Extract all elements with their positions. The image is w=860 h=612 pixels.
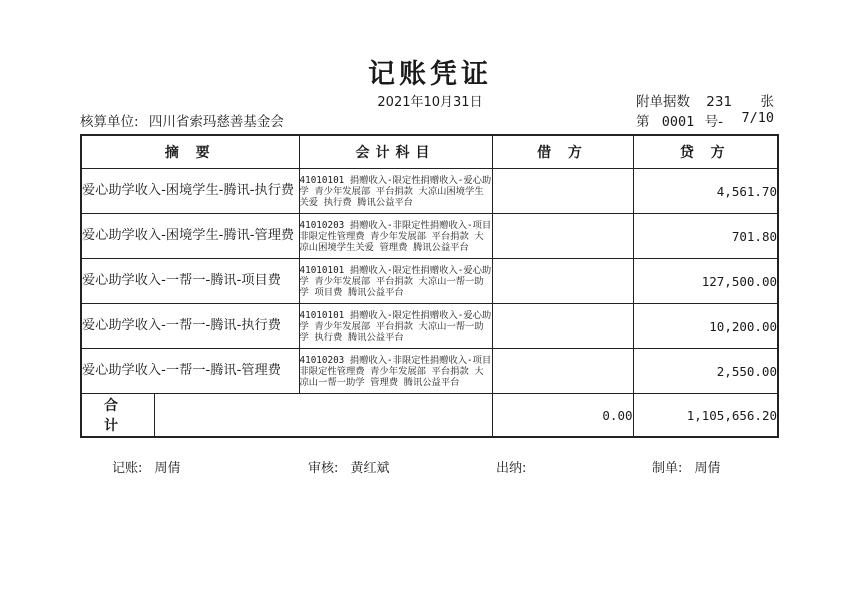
preparer-signature: [652, 457, 721, 476]
total-credit: 1,105,656.20: [633, 394, 778, 438]
row-summary: 爱心助学收入-一帮一-腾讯-执行费: [81, 304, 299, 349]
row-debit: [492, 304, 633, 349]
row-credit: 127,500.00: [633, 259, 778, 304]
attachments-count: 231: [706, 94, 733, 110]
unit-label: 核算单位:: [80, 114, 139, 130]
header-account: 会计科目: [299, 135, 492, 169]
row-credit: 10,200.00: [633, 304, 778, 349]
row-credit: 701.80: [633, 214, 778, 259]
bookkeeper-signature: [112, 457, 181, 476]
row-account: 41010101 捐赠收入-限定性捐赠收入-爱心助学 青少年发展部 平台捐款 大凉山一帮一助学 执行费 腾讯公益平台: [299, 304, 492, 349]
table-row: [81, 214, 778, 259]
voucher-number: [636, 110, 776, 130]
row-summary: 爱心助学收入-困境学生-腾讯-执行费: [81, 169, 299, 214]
unit-value: 四川省索玛慈善基金会: [148, 114, 284, 130]
row-credit: 4,561.70: [633, 169, 778, 214]
attachments-info: [636, 90, 776, 110]
row-account: 41010203 捐赠收入-非限定性捐赠收入-项目非限定性管理费 青少年发展部 平台捐款 大凉山困境学生关爱 管理费 腾讯公益平台: [299, 214, 492, 259]
row-debit: [492, 169, 633, 214]
table-row: [81, 304, 778, 349]
voucher-table: [80, 134, 779, 438]
attachments-unit: 张: [760, 94, 774, 110]
voucher-date: 2021年10月31日: [377, 95, 483, 110]
total-row: [81, 394, 778, 438]
row-account: 41010203 捐赠收入-非限定性捐赠收入-项目非限定性管理费 青少年发展部 平台捐款 大凉山一帮一助学 管理费 腾讯公益平台: [299, 349, 492, 394]
row-account: 41010101 捐赠收入-限定性捐赠收入-爱心助学 青少年发展部 平台捐款 大凉山一帮一助学 项目费 腾讯公益平台: [299, 259, 492, 304]
cashier-label: 出纳:: [496, 461, 527, 476]
preparer-name: 周倩: [694, 461, 721, 476]
row-debit: [492, 214, 633, 259]
preparer-label: 制单:: [652, 461, 683, 476]
cashier-signature: [496, 457, 534, 476]
table-row: [81, 169, 778, 214]
voucher-no: 0001: [661, 114, 695, 130]
total-label: 合 计: [82, 394, 155, 436]
accounting-unit: [80, 110, 284, 130]
row-summary: 爱心助学收入-困境学生-腾讯-管理费: [81, 214, 299, 259]
reviewer-signature: [308, 457, 390, 476]
total-label-cell: [81, 394, 492, 438]
row-debit: [492, 259, 633, 304]
reviewer-label: 审核:: [308, 461, 339, 476]
table-header-row: [81, 135, 778, 169]
header-credit: 贷 方: [633, 135, 778, 169]
header-debit: 借 方: [492, 135, 633, 169]
voucher-page: 7/10: [741, 110, 774, 126]
bookkeeper-label: 记账:: [112, 461, 143, 476]
row-credit: 2,550.00: [633, 349, 778, 394]
total-debit: 0.00: [492, 394, 633, 438]
bookkeeper-name: 周倩: [154, 461, 181, 476]
row-summary: 爱心助学收入-一帮一-腾讯-管理费: [81, 349, 299, 394]
table-row: [81, 349, 778, 394]
voucher-no-label: 号-: [704, 114, 723, 130]
table-row: [81, 259, 778, 304]
row-summary: 爱心助学收入-一帮一-腾讯-项目费: [81, 259, 299, 304]
row-account: 41010101 捐赠收入-限定性捐赠收入-爱心助学 青少年发展部 平台捐款 大凉山困境学生关爱 执行费 腾讯公益平台: [299, 169, 492, 214]
header-summary: 摘 要: [81, 135, 299, 169]
reviewer-name: 黄红斌: [350, 461, 390, 476]
row-debit: [492, 349, 633, 394]
voucher-label: 第: [636, 114, 650, 130]
attachments-label: 附单据数: [636, 94, 690, 110]
voucher-title: 记账凭证: [368, 59, 492, 90]
